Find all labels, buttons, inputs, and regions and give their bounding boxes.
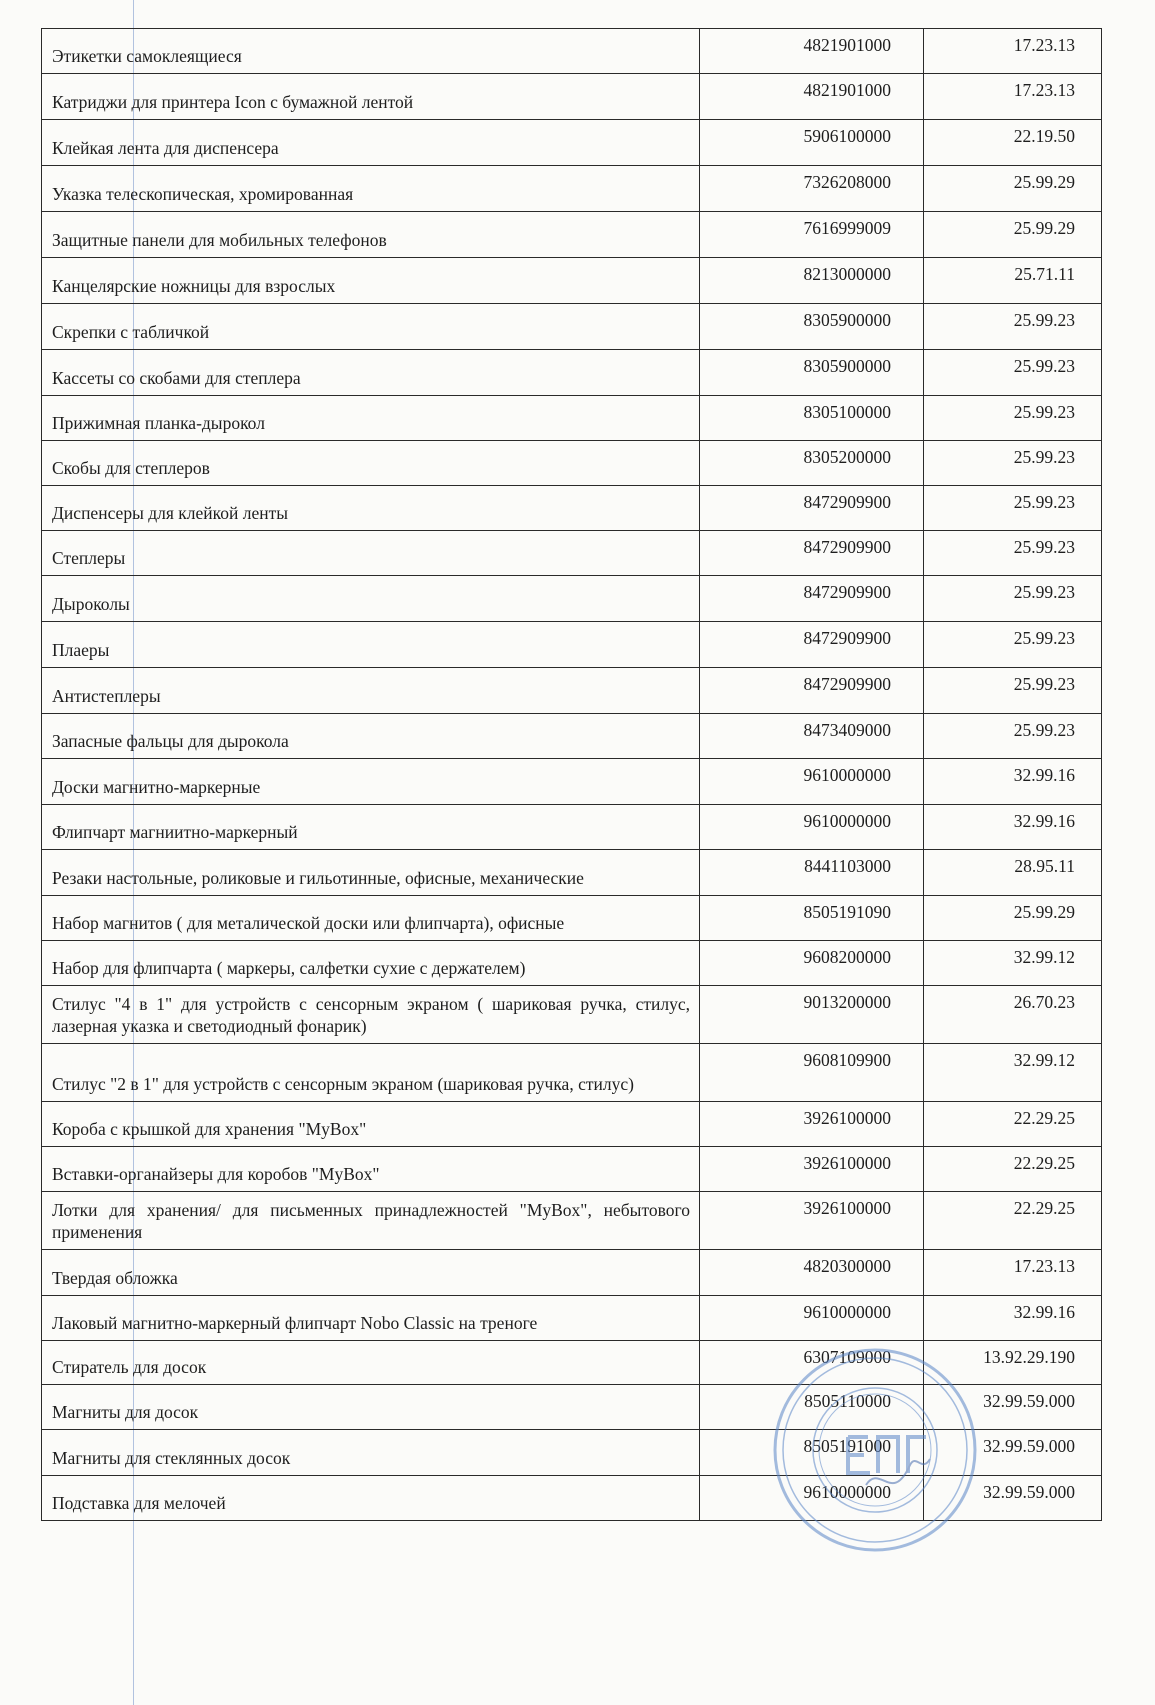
tnved-code-cell: 4821901000 bbox=[700, 74, 924, 120]
okpd2-code-cell: 25.99.23 bbox=[924, 668, 1102, 714]
product-name-cell: Прижимная планка-дырокол bbox=[42, 396, 700, 441]
okpd2-code-cell: 22.29.25 bbox=[924, 1147, 1102, 1192]
tnved-code-cell: 9013200000 bbox=[700, 986, 924, 1044]
okpd2-code-cell: 25.99.23 bbox=[924, 486, 1102, 531]
tnved-code-cell: 7326208000 bbox=[700, 166, 924, 212]
tnved-code-cell: 9610000000 bbox=[700, 805, 924, 850]
okpd2-code-cell: 25.71.11 bbox=[924, 258, 1102, 304]
tnved-code-cell: 7616999009 bbox=[700, 212, 924, 258]
table-row bbox=[42, 441, 1102, 486]
product-name-cell: Катриджи для принтера Icon с бумажной лентой bbox=[42, 74, 700, 120]
okpd2-code-cell: 32.99.59.000 bbox=[924, 1476, 1102, 1521]
tnved-code-cell: 8472909900 bbox=[700, 622, 924, 668]
product-name-cell: Стилус "2 в 1" для устройств с сенсорным экраном (шариковая ручка, стилус) bbox=[42, 1044, 700, 1102]
table-row bbox=[42, 1341, 1102, 1385]
product-name-cell: Лотки для хранения/ для письменных принадлежностей "MyBox", небытового применения bbox=[42, 1192, 700, 1250]
product-name-cell: Доски магнитно-маркерные bbox=[42, 759, 700, 805]
product-name-cell: Дыроколы bbox=[42, 576, 700, 622]
table-row bbox=[42, 1250, 1102, 1296]
table-row bbox=[42, 531, 1102, 576]
product-name-cell: Скобы для степлеров bbox=[42, 441, 700, 486]
product-name-cell: Магниты для стеклянных досок bbox=[42, 1430, 700, 1476]
tnved-code-cell: 9610000000 bbox=[700, 759, 924, 805]
okpd2-code-cell: 13.92.29.190 bbox=[924, 1341, 1102, 1385]
okpd2-code-cell: 17.23.13 bbox=[924, 74, 1102, 120]
table-row bbox=[42, 258, 1102, 304]
product-name-cell: Набор магнитов ( для металической доски или флипчарта), офисные bbox=[42, 896, 700, 941]
tnved-code-cell: 4821901000 bbox=[700, 29, 924, 74]
tnved-code-cell: 9608109900 bbox=[700, 1044, 924, 1102]
product-name-cell: Защитные панели для мобильных телефонов bbox=[42, 212, 700, 258]
table-row bbox=[42, 714, 1102, 759]
table-row bbox=[42, 1476, 1102, 1521]
table-row bbox=[42, 850, 1102, 896]
table-row bbox=[42, 622, 1102, 668]
table-row bbox=[42, 576, 1102, 622]
okpd2-code-cell: 32.99.16 bbox=[924, 1296, 1102, 1341]
tnved-code-cell: 5906100000 bbox=[700, 120, 924, 166]
table-row bbox=[42, 166, 1102, 212]
product-name-cell: Этикетки самоклеящиеся bbox=[42, 29, 700, 74]
table-row bbox=[42, 1044, 1102, 1102]
tnved-code-cell: 8305100000 bbox=[700, 396, 924, 441]
product-name-cell: Магниты для досок bbox=[42, 1385, 700, 1430]
tnved-code-cell: 8472909900 bbox=[700, 531, 924, 576]
okpd2-code-cell: 25.99.23 bbox=[924, 622, 1102, 668]
okpd2-code-cell: 32.99.12 bbox=[924, 941, 1102, 986]
okpd2-code-cell: 25.99.23 bbox=[924, 350, 1102, 396]
product-name-cell: Скрепки с табличкой bbox=[42, 304, 700, 350]
tnved-code-cell: 8305900000 bbox=[700, 350, 924, 396]
okpd2-code-cell: 25.99.29 bbox=[924, 896, 1102, 941]
product-name-cell: Флипчарт магниитно-маркерный bbox=[42, 805, 700, 850]
table-row bbox=[42, 1147, 1102, 1192]
okpd2-code-cell: 25.99.29 bbox=[924, 166, 1102, 212]
tnved-code-cell: 8441103000 bbox=[700, 850, 924, 896]
tnved-code-cell: 3926100000 bbox=[700, 1102, 924, 1147]
customs-codes-table bbox=[41, 28, 1102, 1521]
okpd2-code-cell: 32.99.12 bbox=[924, 1044, 1102, 1102]
tnved-code-cell: 8472909900 bbox=[700, 668, 924, 714]
table-row bbox=[42, 1430, 1102, 1476]
okpd2-code-cell: 32.99.16 bbox=[924, 805, 1102, 850]
product-name-cell: Диспенсеры для клейкой ленты bbox=[42, 486, 700, 531]
okpd2-code-cell: 17.23.13 bbox=[924, 29, 1102, 74]
tnved-code-cell: 8473409000 bbox=[700, 714, 924, 759]
table-row bbox=[42, 304, 1102, 350]
okpd2-code-cell: 32.99.16 bbox=[924, 759, 1102, 805]
table-row bbox=[42, 350, 1102, 396]
table-row bbox=[42, 805, 1102, 850]
product-name-cell: Вставки-органайзеры для коробов "MyBox" bbox=[42, 1147, 700, 1192]
product-name-cell: Набор для флипчарта ( маркеры, салфетки сухие с держателем) bbox=[42, 941, 700, 986]
table-row bbox=[42, 759, 1102, 805]
okpd2-code-cell: 32.99.59.000 bbox=[924, 1430, 1102, 1476]
table-row bbox=[42, 74, 1102, 120]
table-row bbox=[42, 396, 1102, 441]
tnved-code-cell: 8472909900 bbox=[700, 576, 924, 622]
okpd2-code-cell: 17.23.13 bbox=[924, 1250, 1102, 1296]
table-row bbox=[42, 1296, 1102, 1341]
product-name-cell: Стилус "4 в 1" для устройств с сенсорным экраном ( шариковая ручка, стилус, лазерная указка и светодиодный фонарик) bbox=[42, 986, 700, 1044]
table-row bbox=[42, 29, 1102, 74]
product-name-cell: Короба с крышкой для хранения "MyBox" bbox=[42, 1102, 700, 1147]
tnved-code-cell: 8305900000 bbox=[700, 304, 924, 350]
table-row bbox=[42, 986, 1102, 1044]
table-row bbox=[42, 486, 1102, 531]
okpd2-code-cell: 25.99.23 bbox=[924, 441, 1102, 486]
tnved-code-cell: 8505191090 bbox=[700, 896, 924, 941]
table-row bbox=[42, 668, 1102, 714]
okpd2-code-cell: 25.99.23 bbox=[924, 304, 1102, 350]
product-name-cell: Канцелярские ножницы для взрослых bbox=[42, 258, 700, 304]
tnved-code-cell: 6307109000 bbox=[700, 1341, 924, 1385]
product-name-cell: Антистеплеры bbox=[42, 668, 700, 714]
okpd2-code-cell: 22.29.25 bbox=[924, 1102, 1102, 1147]
okpd2-code-cell: 28.95.11 bbox=[924, 850, 1102, 896]
tnved-code-cell: 3926100000 bbox=[700, 1192, 924, 1250]
product-name-cell: Лаковый магнитно-маркерный флипчарт Nobo Classic на треноге bbox=[42, 1296, 700, 1341]
product-name-cell: Кассеты со скобами для степлера bbox=[42, 350, 700, 396]
tnved-code-cell: 9610000000 bbox=[700, 1476, 924, 1521]
tnved-code-cell: 8472909900 bbox=[700, 486, 924, 531]
tnved-code-cell: 9610000000 bbox=[700, 1296, 924, 1341]
okpd2-code-cell: 26.70.23 bbox=[924, 986, 1102, 1044]
okpd2-code-cell: 22.19.50 bbox=[924, 120, 1102, 166]
product-name-cell: Запасные фальцы для дырокола bbox=[42, 714, 700, 759]
okpd2-code-cell: 25.99.23 bbox=[924, 531, 1102, 576]
okpd2-code-cell: 25.99.29 bbox=[924, 212, 1102, 258]
table-row bbox=[42, 212, 1102, 258]
table-row bbox=[42, 1385, 1102, 1430]
tnved-code-cell: 4820300000 bbox=[700, 1250, 924, 1296]
tnved-code-cell: 9608200000 bbox=[700, 941, 924, 986]
table-row bbox=[42, 120, 1102, 166]
okpd2-code-cell: 25.99.23 bbox=[924, 396, 1102, 441]
table-row bbox=[42, 1192, 1102, 1250]
okpd2-code-cell: 22.29.25 bbox=[924, 1192, 1102, 1250]
okpd2-code-cell: 25.99.23 bbox=[924, 576, 1102, 622]
product-name-cell: Клейкая лента для диспенсера bbox=[42, 120, 700, 166]
okpd2-code-cell: 32.99.59.000 bbox=[924, 1385, 1102, 1430]
table-row bbox=[42, 1102, 1102, 1147]
tnved-code-cell: 8213000000 bbox=[700, 258, 924, 304]
product-name-cell: Резаки настольные, роликовые и гильотинные, офисные, механические bbox=[42, 850, 700, 896]
product-name-cell: Твердая обложка bbox=[42, 1250, 700, 1296]
product-name-cell: Указка телескопическая, хромированная bbox=[42, 166, 700, 212]
okpd2-code-cell: 25.99.23 bbox=[924, 714, 1102, 759]
product-name-cell: Стиратель для досок bbox=[42, 1341, 700, 1385]
tnved-code-cell: 8505191000 bbox=[700, 1430, 924, 1476]
tnved-code-cell: 8505110000 bbox=[700, 1385, 924, 1430]
tnved-code-cell: 3926100000 bbox=[700, 1147, 924, 1192]
table-row bbox=[42, 941, 1102, 986]
product-name-cell: Степлеры bbox=[42, 531, 700, 576]
product-name-cell: Подставка для мелочей bbox=[42, 1476, 700, 1521]
table-row bbox=[42, 896, 1102, 941]
tnved-code-cell: 8305200000 bbox=[700, 441, 924, 486]
product-name-cell: Плаеры bbox=[42, 622, 700, 668]
